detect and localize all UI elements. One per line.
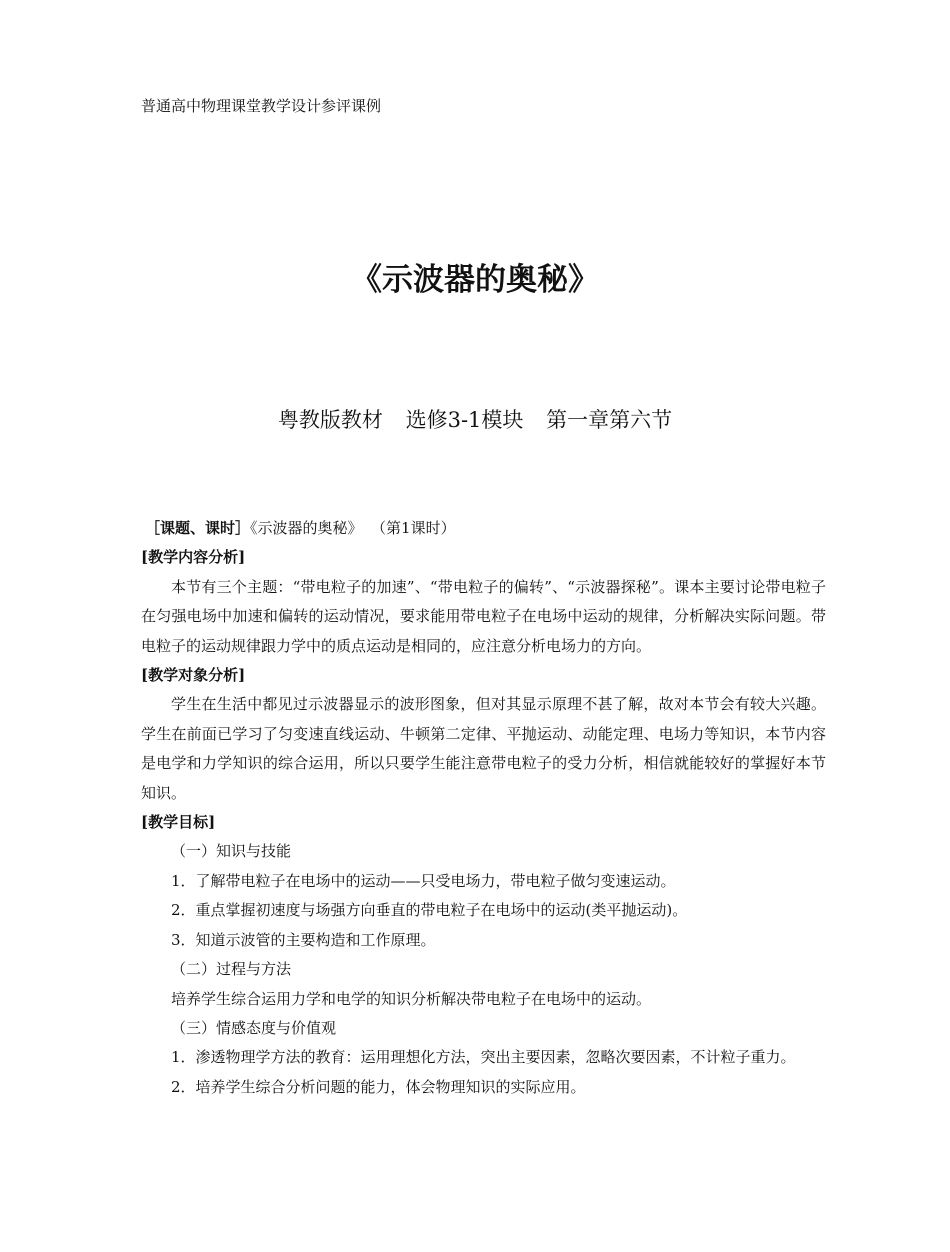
- subtitle-chapter: 第一章第六节: [546, 408, 673, 432]
- content-analysis-heading: [教学内容分析]: [141, 548, 246, 567]
- content-analysis-text: 本节有三个主题：“带电粒子的加速”、“带电粒子的偏转”、“示波器探秘”。课本主要讨论带电粒子在匀强电场中加速和偏转的运动情况，要求能用带电粒子在电场中运动的规律，分析解决实际问题。带电粒子的运动规律跟力学中的质点运动是相同的，应注意分析电场力的方向。: [141, 577, 826, 655]
- knowledge-heading: （一）知识与技能: [171, 842, 292, 861]
- emotion-item: 2．培养学生综合分析问题的能力，体会物理知识的实际应用。: [171, 1077, 586, 1096]
- process-text: 培养学生综合运用力学和电学的知识分析解决带电粒子在电场中的运动。: [171, 989, 652, 1008]
- lesson-line: [141, 514, 826, 543]
- header-note: 普通高中物理课堂教学设计参评课例: [141, 97, 382, 115]
- emotion-heading: （三）情感态度与价值观: [171, 1018, 337, 1037]
- student-analysis-heading: [教学对象分析]: [141, 666, 246, 685]
- lesson-label: ［课题、课时］: [145, 519, 251, 537]
- document-title: 《示波器的奥秘》: [351, 262, 599, 298]
- lesson-name: 《示波器的奥秘》: [250, 519, 363, 537]
- student-analysis-text: 学生在生活中都见过示波器显示的波形图象，但对其显示原理不甚了解，故对本节会有较大兴趣。学生在前面已学习了匀变速直线运动、牛顿第二定律、平抛运动、动能定理、电场力等知识，本节内容是电学和力学知识的综合运用，所以只要学生能注意带电粒子的受力分析，相信就能较好的掌握好本节知识。: [141, 695, 826, 802]
- knowledge-item: 1．了解带电粒子在电场中的运动——只受电场力，带电粒子做匀变速运动。: [171, 871, 676, 890]
- knowledge-item: 3．知道示波管的主要构造和工作原理。: [171, 930, 436, 949]
- subtitle-module: 选修3-1模块: [405, 408, 524, 432]
- subtitle-textbook: 粤教版教材: [277, 408, 383, 432]
- lesson-period: （第1课时）: [378, 519, 456, 537]
- document-body: [141, 514, 826, 1102]
- emotion-item: 1．渗透物理学方法的教育：运用理想化方法，突出主要因素，忽略次要因素，不计粒子重力。: [171, 1048, 796, 1067]
- process-heading: （二）过程与方法: [171, 960, 292, 979]
- objectives-heading: [教学目标]: [141, 813, 216, 832]
- knowledge-item: 2．重点掌握初速度与场强方向垂直的带电粒子在电场中的运动(类平抛运动)。: [171, 901, 688, 920]
- subtitle: [0, 404, 950, 434]
